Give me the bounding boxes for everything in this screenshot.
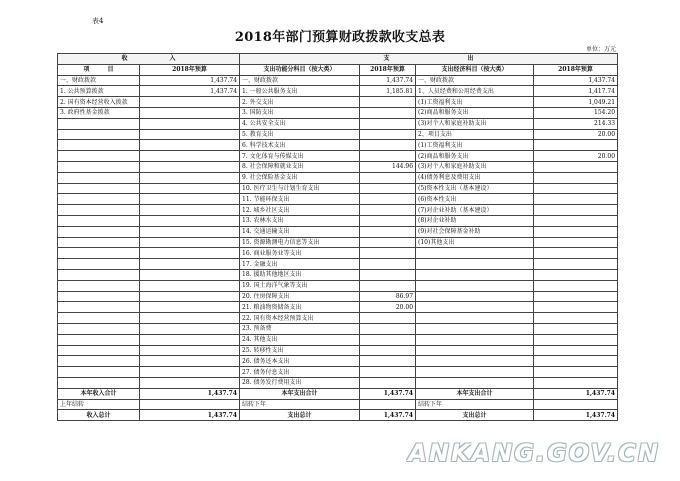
func-budget — [360, 118, 416, 129]
income-item — [58, 334, 140, 345]
table-row — [58, 313, 618, 324]
econ-budget — [534, 280, 618, 291]
table-tag: 表4 — [92, 17, 104, 25]
func-budget — [360, 367, 416, 378]
table-row — [58, 97, 618, 108]
econ-item — [416, 313, 534, 324]
income-budget — [140, 334, 240, 345]
func-budget: 1,185.81 — [360, 86, 416, 97]
income-budget: 1,437.74 — [140, 75, 240, 86]
func-item: 6. 科学技术支出 — [240, 140, 360, 151]
grand-income-value: 1,437.74 — [140, 410, 240, 421]
func-budget — [360, 194, 416, 205]
income-budget — [140, 313, 240, 324]
econ-budget: 1,417.74 — [534, 86, 618, 97]
func-item: 15. 资源勘测电力信息等支出 — [240, 237, 360, 248]
expense-total-value: 1,437.74 — [360, 388, 416, 399]
func-item: 22. 国有资本经营预算支出 — [240, 313, 360, 324]
func-budget — [360, 377, 416, 388]
econ-budget — [534, 269, 618, 280]
income-budget — [140, 140, 240, 151]
func-budget: 1,437.74 — [360, 75, 416, 86]
func-item: 21. 粮油物资储备支出 — [240, 302, 360, 313]
econ-budget — [534, 377, 618, 388]
income-budget — [140, 205, 240, 216]
econ-item: (3)对个人和家庭补助支出 — [416, 118, 534, 129]
econ-item — [416, 367, 534, 378]
table-row — [58, 183, 618, 194]
func-budget — [360, 323, 416, 334]
econ-budget — [534, 183, 618, 194]
func-item: 17. 金融支出 — [240, 259, 360, 270]
income-item — [58, 161, 140, 172]
func-item: 10. 医疗卫生与计划生育支出 — [240, 183, 360, 194]
econ-budget — [534, 140, 618, 151]
income-item — [58, 356, 140, 367]
col-budget-header: 2018年预算 — [534, 64, 618, 75]
econ-item: (9)对社会保障基金补助 — [416, 226, 534, 237]
income-item — [58, 345, 140, 356]
header-row-1 — [58, 54, 618, 65]
econ-item: (2)商品和服务支出 — [416, 107, 534, 118]
table-row — [58, 280, 618, 291]
func-budget — [360, 129, 416, 140]
income-budget — [140, 259, 240, 270]
income-budget — [140, 280, 240, 291]
table-row — [58, 86, 618, 97]
table-row — [58, 161, 618, 172]
func-budget — [360, 97, 416, 108]
income-budget — [140, 367, 240, 378]
func-budget — [360, 215, 416, 226]
econ-item — [416, 259, 534, 270]
econ-budget — [534, 226, 618, 237]
income-item — [58, 194, 140, 205]
econ-budget: 20.00 — [534, 151, 618, 162]
func-budget — [360, 269, 416, 280]
income-budget — [140, 194, 240, 205]
func-item: 12. 城乡社区支出 — [240, 205, 360, 216]
income-item: 3. 政府性基金拨款 — [58, 107, 140, 118]
econ-budget: 154.20 — [534, 107, 618, 118]
table-row — [58, 248, 618, 259]
econ-item — [416, 280, 534, 291]
income-item — [58, 172, 140, 183]
func-budget — [360, 226, 416, 237]
func-item: 18. 援助其他地区支出 — [240, 269, 360, 280]
func-budget — [360, 345, 416, 356]
income-budget — [140, 183, 240, 194]
econ-item: (5)资本性支出（基本建设） — [416, 183, 534, 194]
econ-item: 1、人员经费和公用经费支出 — [416, 86, 534, 97]
income-item: 1. 公共预算拨款 — [58, 86, 140, 97]
econ-budget: 20.00 — [534, 129, 618, 140]
table-row — [58, 75, 618, 86]
table-row — [58, 291, 618, 302]
econ-item — [416, 356, 534, 367]
income-item — [58, 151, 140, 162]
func-item: 25. 转移性支出 — [240, 345, 360, 356]
econ-budget — [534, 194, 618, 205]
table-row — [58, 237, 618, 248]
expense-total-label-2: 本年支出合计 — [416, 388, 534, 399]
income-item — [58, 205, 140, 216]
expense-total-value-2: 1,437.74 — [534, 388, 618, 399]
carry-in-label: 上年结转 — [58, 399, 140, 410]
table-row — [58, 259, 618, 270]
income-header: 收 入 — [58, 54, 240, 65]
func-item: 14. 交通运输支出 — [240, 226, 360, 237]
income-item — [58, 118, 140, 129]
econ-item: (4)债务利息及费用支出 — [416, 172, 534, 183]
income-item: 一、财政拨款 — [58, 75, 140, 86]
econ-budget — [534, 237, 618, 248]
func-item: 3. 国防支出 — [240, 107, 360, 118]
econ-budget — [534, 323, 618, 334]
table-row — [58, 140, 618, 151]
econ-item: (6)资本性支出 — [416, 194, 534, 205]
econ-budget — [534, 172, 618, 183]
econ-budget: 1,437.74 — [534, 75, 618, 86]
func-item: 13. 农林水支出 — [240, 215, 360, 226]
income-budget — [140, 248, 240, 259]
func-budget — [360, 259, 416, 270]
econ-budget: 1,049.21 — [534, 97, 618, 108]
econ-item — [416, 248, 534, 259]
econ-budget — [534, 313, 618, 324]
econ-budget — [534, 248, 618, 259]
econ-budget — [534, 334, 618, 345]
econ-budget — [534, 291, 618, 302]
grand-income-label: 收入总计 — [58, 410, 140, 421]
econ-item — [416, 323, 534, 334]
watermark-text: ANKANG.GOV.CN — [408, 439, 660, 467]
func-item: 28. 债务发行费用支出 — [240, 377, 360, 388]
econ-budget — [534, 345, 618, 356]
econ-budget — [534, 367, 618, 378]
income-total-label: 本年收入合计 — [58, 388, 140, 399]
carry-row — [58, 399, 618, 410]
func-budget — [360, 172, 416, 183]
func-budget — [360, 237, 416, 248]
income-item — [58, 269, 140, 280]
table-row — [58, 269, 618, 280]
income-budget — [140, 291, 240, 302]
total-row — [58, 388, 618, 399]
income-total-value: 1,437.74 — [140, 388, 240, 399]
econ-item: 2、项目支出 — [416, 129, 534, 140]
income-item — [58, 323, 140, 334]
income-budget — [140, 377, 240, 388]
income-budget — [140, 129, 240, 140]
func-budget: 144.96 — [360, 161, 416, 172]
econ-budget — [534, 205, 618, 216]
econ-budget — [534, 215, 618, 226]
econ-budget — [534, 302, 618, 313]
income-budget — [140, 269, 240, 280]
table-row — [58, 118, 618, 129]
func-item: 24. 其他支出 — [240, 334, 360, 345]
econ-item — [416, 291, 534, 302]
income-item — [58, 280, 140, 291]
col-econ-header: 支出经济科目（按大类） — [416, 64, 534, 75]
page-title: 2018年部门预算财政拨款收支总表 — [234, 30, 446, 45]
econ-budget — [534, 161, 618, 172]
carry-out-label-2: 结转下年 — [416, 399, 534, 410]
func-budget — [360, 205, 416, 216]
func-item: 4. 公共安全支出 — [240, 118, 360, 129]
income-budget: 1,437.74 — [140, 86, 240, 97]
income-item — [58, 183, 140, 194]
col-item-header: 项 目 — [58, 64, 140, 75]
budget-table — [57, 53, 618, 421]
table-row — [58, 205, 618, 216]
table-row — [58, 302, 618, 313]
econ-item: (7)对企业补助（基本建设） — [416, 205, 534, 216]
table-row — [58, 215, 618, 226]
table-row — [58, 226, 618, 237]
grand-expense-label: 支出总计 — [240, 410, 360, 421]
func-item: 2. 外交支出 — [240, 97, 360, 108]
func-item: 11. 节能环保支出 — [240, 194, 360, 205]
econ-item: (1)工资福利支出 — [416, 97, 534, 108]
econ-item — [416, 334, 534, 345]
func-budget — [360, 334, 416, 345]
income-budget — [140, 97, 240, 108]
income-item — [58, 226, 140, 237]
income-budget — [140, 151, 240, 162]
econ-item — [416, 302, 534, 313]
econ-budget — [534, 259, 618, 270]
col-func-header: 支出功能分科目（按大类） — [240, 64, 360, 75]
func-budget: 86.97 — [360, 291, 416, 302]
table-row — [58, 151, 618, 162]
income-item — [58, 291, 140, 302]
income-budget — [140, 323, 240, 334]
func-item: 19. 国土海洋气象等支出 — [240, 280, 360, 291]
table-row — [58, 334, 618, 345]
income-item — [58, 237, 140, 248]
func-item: 20. 住房保障支出 — [240, 291, 360, 302]
econ-item: 一、财政拨款 — [416, 75, 534, 86]
income-item — [58, 215, 140, 226]
econ-item: (3)对个人和家庭补助支出 — [416, 161, 534, 172]
func-item: 1. 一般公共服务支出 — [240, 86, 360, 97]
econ-item — [416, 345, 534, 356]
income-budget — [140, 107, 240, 118]
func-item: 8. 社会保障和就业支出 — [240, 161, 360, 172]
grand-expense-value: 1,437.74 — [360, 410, 416, 421]
table-row — [58, 345, 618, 356]
expense-header: 支 出 — [240, 54, 618, 65]
econ-item: (8)对企业补助 — [416, 215, 534, 226]
grand-expense-label-2: 支出总计 — [416, 410, 534, 421]
econ-item — [416, 269, 534, 280]
income-budget — [140, 345, 240, 356]
table-row — [58, 107, 618, 118]
func-item: 9. 社会保险基金支出 — [240, 172, 360, 183]
func-item: 26. 债务还本支出 — [240, 356, 360, 367]
header-row-2 — [58, 64, 618, 75]
table-row — [58, 367, 618, 378]
table-row — [58, 129, 618, 140]
income-item — [58, 302, 140, 313]
income-item — [58, 140, 140, 151]
income-item — [58, 313, 140, 324]
income-item — [58, 248, 140, 259]
econ-item: (10)其他支出 — [416, 237, 534, 248]
income-item — [58, 259, 140, 270]
func-item: 7. 文化体育与传媒支出 — [240, 151, 360, 162]
income-budget — [140, 226, 240, 237]
econ-item: (1)工资福利支出 — [416, 140, 534, 151]
econ-item — [416, 377, 534, 388]
func-budget — [360, 107, 416, 118]
income-budget — [140, 302, 240, 313]
col-budget-header: 2018年预算 — [360, 64, 416, 75]
func-budget: 20.00 — [360, 302, 416, 313]
income-budget — [140, 118, 240, 129]
econ-budget — [534, 356, 618, 367]
carry-out-label: 结转下年 — [240, 399, 360, 410]
col-budget-header: 2018年预算 — [140, 64, 240, 75]
func-budget — [360, 140, 416, 151]
income-budget — [140, 161, 240, 172]
econ-item: (2)商品和服务支出 — [416, 151, 534, 162]
func-budget — [360, 151, 416, 162]
table-row — [58, 323, 618, 334]
func-budget — [360, 248, 416, 259]
table-row — [58, 377, 618, 388]
table-row — [58, 194, 618, 205]
func-item: 27. 债务付息支出 — [240, 367, 360, 378]
econ-budget: 214.33 — [534, 118, 618, 129]
income-budget — [140, 215, 240, 226]
func-item: 5. 教育支出 — [240, 129, 360, 140]
table-row — [58, 356, 618, 367]
func-item: 一、财政拨款 — [240, 75, 360, 86]
func-budget — [360, 280, 416, 291]
grand-expense-value-2: 1,437.74 — [534, 410, 618, 421]
income-item — [58, 377, 140, 388]
income-budget — [140, 172, 240, 183]
func-budget — [360, 183, 416, 194]
func-item: 16. 商业服务业等支出 — [240, 248, 360, 259]
table-row — [58, 172, 618, 183]
grand-total-row — [58, 410, 618, 421]
expense-total-label: 本年支出合计 — [240, 388, 360, 399]
func-item: 23. 预备费 — [240, 323, 360, 334]
unit-label: 单位：万元 — [585, 46, 616, 53]
income-budget — [140, 237, 240, 248]
income-item — [58, 129, 140, 140]
income-budget — [140, 356, 240, 367]
func-budget — [360, 313, 416, 324]
income-item — [58, 367, 140, 378]
income-item: 2. 国有资本经营收入拨款 — [58, 97, 140, 108]
func-budget — [360, 356, 416, 367]
